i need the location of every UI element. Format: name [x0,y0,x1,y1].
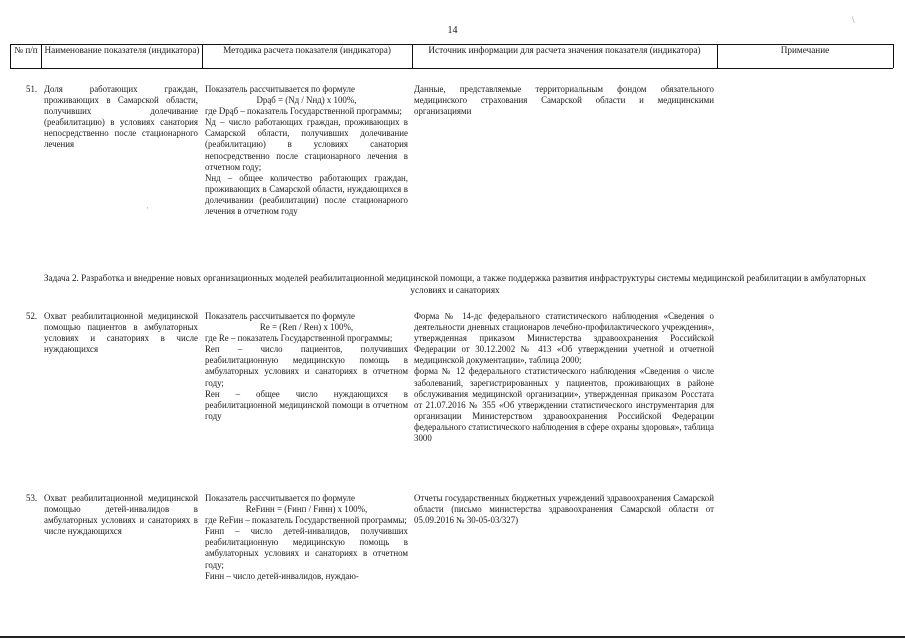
col-divider [41,44,42,68]
table-header-bottom-border [10,68,893,69]
scan-speck: · [146,203,149,213]
calculation-method: Показатель рассчитывается по формуле ReFинн = (Fинп / Fинн) x 100%, где ReFин – показатель Государственной программы; Fинп – число детей-инвалидов, получивших реабилитационную медицинскую помощь в амбулаторных условиях и санаториях в отчетном году; Fинн – число детей-инвалидов, нуждаю- [205,493,408,581]
header-number: № п/п [14,45,38,55]
header-note: Примечание [780,45,830,55]
corner-mark: \ [852,15,855,25]
information-source: Отчеты государственных бюджетных учреждений здравоохранения Самарской области (письмо министерства здравоохранения Самарской области от 05.09.2016 № 30-05-03/327) [414,493,714,526]
indicator-name: Охват реабилитационной медицинской помощью детей-инвалидов в амбулаторных условиях и санаториях в числе нуждающихся [44,493,198,537]
col-divider [893,44,894,68]
page-number: 14 [447,25,458,36]
calculation-method: Показатель рассчитывается по формуле Dрąб = (Nд / Nнд) x 100%, где Dрąб – показатель Государственной программы; Nд – число работающих граждан, проживающих в Самарской области, получивших долечивание (реабилитацию) в условиях санатория непосредственно после стационарного лечения в отчетном году; Nнд – общее количество работающих граждан, проживающих в Самарской области, нуждающихся в долечивании (реабилитации) после стационарного лечения в отчетном году [205,84,408,217]
header-indicator-name: Наименование показателя (индикатора) [44,45,200,55]
page-bottom-edge [0,636,905,638]
row-number: 53. [26,493,38,503]
col-divider [10,44,11,68]
indicator-name: Охват реабилитационной медицинской помощью пациентов в амбулаторных условиях и санаториях в числе нуждающихся [44,311,198,355]
header-method: Методика расчета показателя (индикатора) [223,45,391,55]
calculation-method: Показатель рассчитывается по формуле Re = (Reп / Reн) x 100%, где Re – показатель Государственной программы; Reп – число пациентов, получивших реабилитационную медицинскую помощь в амбулаторных условиях и санаториях в отчетном году; Reн – общее число нуждающихся в реабилитационной медицинской помощи в отчетном году [205,311,408,421]
col-divider [202,44,203,68]
col-divider [412,44,413,68]
col-divider [717,44,718,68]
row-number: 51. [26,84,38,94]
indicator-name: Доля работающих граждан, проживающих в Самарской области, получивших долечивание (реабилитацию) в условиях санатория непосредственно после стационарного лечения [44,84,198,150]
information-source: Данные, представляемые территориальным фондом обязательного медицинского страхования Самарской области и медицинскими организациями [414,84,714,117]
row-number: 52. [26,311,38,321]
header-source: Источник информации для расчета значения показателя (индикатора) [428,45,701,55]
information-source: Форма № 14-дс федерального статистического наблюдения «Сведения о деятельности дневных стационаров лечебно-профилактического учреждения», утвержденная приказом Министерства здравоохранения Российской Федерации от 30.12.2002 № 413 «Об утверждении учетной и отчетной медицинской документации», таблица 2000; форма № 12 федерального статистического наблюдения «Сведения о числе заболеваний, зарегистрированных у пациентов, проживающих в районе обслуживания медицинской организации», утвержденная приказом Росстата от 21.07.2016 № 355 «Об утверждении статистического инструментария для организации Министерством здравоохранения Российской Федерации федерального статистического наблюдения в сфере охраны здоровья», таблица 3000 [414,311,714,444]
task-heading: Задача 2. Разработка и внедрение новых организационных моделей реабилитационной медицинской помощи, а также поддержка развития инфраструктуры системы медицинской реабилитации в амбулаторных условиях и санаториях [43,273,867,295]
